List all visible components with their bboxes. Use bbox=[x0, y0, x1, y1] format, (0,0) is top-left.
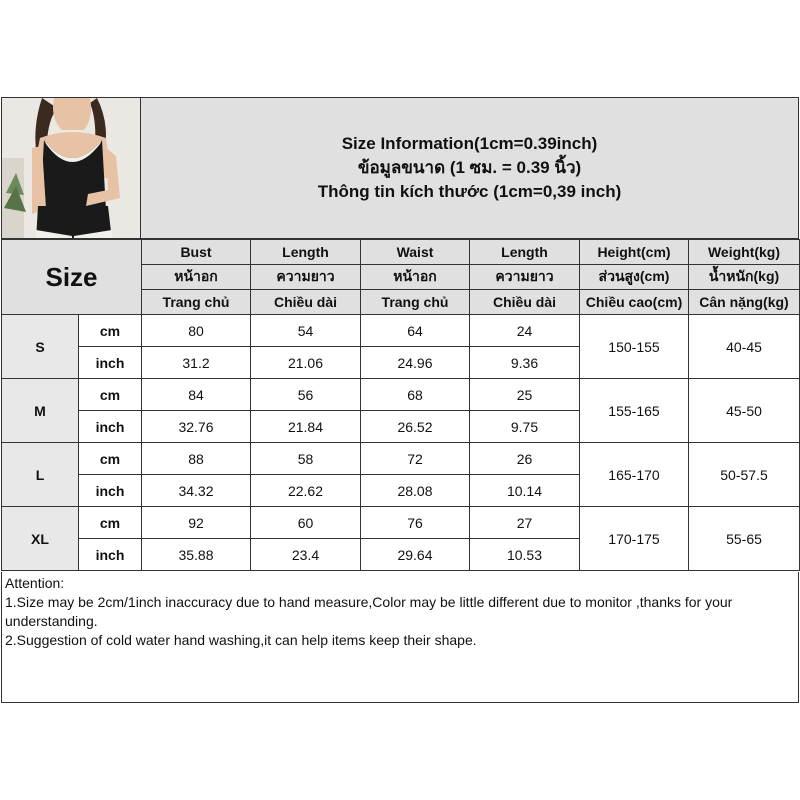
attention-heading: Attention: bbox=[5, 575, 65, 591]
size-name: M bbox=[2, 379, 79, 443]
attention-notes bbox=[1, 572, 799, 703]
col-length-en: Length bbox=[251, 240, 361, 265]
col-weight-th: น้ำหนัก(kg) bbox=[689, 265, 800, 290]
cell-height: 155-165 bbox=[580, 379, 689, 443]
cell-weight: 55-65 bbox=[689, 507, 800, 571]
cell-length-inch: 21.84 bbox=[251, 411, 361, 443]
col-length-th: ความยาว bbox=[251, 265, 361, 290]
unit-label: inch bbox=[79, 475, 142, 507]
table-row bbox=[2, 443, 800, 475]
cell-height: 150-155 bbox=[580, 315, 689, 379]
header-row-english bbox=[2, 240, 800, 265]
title-thai: ข้อมูลขนาด (1 ซม. = 0.39 นิ้ว) bbox=[357, 158, 582, 177]
cell-waist-cm: 76 bbox=[361, 507, 470, 539]
cell-bust-inch: 31.2 bbox=[142, 347, 251, 379]
col-length2-vi: Chiều dài bbox=[470, 290, 580, 315]
cell-bust-inch: 35.88 bbox=[142, 539, 251, 571]
cell-length-cm: 56 bbox=[251, 379, 361, 411]
col-bust-en: Bust bbox=[142, 240, 251, 265]
model-figure bbox=[2, 98, 141, 239]
unit-label: inch bbox=[79, 347, 142, 379]
cell-length-inch: 23.4 bbox=[251, 539, 361, 571]
cell-height: 170-175 bbox=[580, 507, 689, 571]
cell-bust-cm: 92 bbox=[142, 507, 251, 539]
col-weight-en: Weight(kg) bbox=[689, 240, 800, 265]
cell-height: 165-170 bbox=[580, 443, 689, 507]
cell-waist-cm: 72 bbox=[361, 443, 470, 475]
cell-waist-cm: 64 bbox=[361, 315, 470, 347]
cell-weight: 50-57.5 bbox=[689, 443, 800, 507]
cell-length-cm: 54 bbox=[251, 315, 361, 347]
unit-label: cm bbox=[79, 379, 142, 411]
cell-length2-cm: 27 bbox=[470, 507, 580, 539]
attention-note-1: 1.Size may be 2cm/1inch inaccuracy due to hand measure,Color may be little different due to monitor ,thanks for your understanding. bbox=[5, 594, 733, 629]
col-waist-vi: Trang chủ bbox=[361, 290, 470, 315]
col-bust-th: หน้าอก bbox=[142, 265, 251, 290]
size-heading: Size bbox=[2, 240, 142, 315]
cell-length2-inch: 9.75 bbox=[470, 411, 580, 443]
unit-label: cm bbox=[79, 443, 142, 475]
attention-note-2: 2.Suggestion of cold water hand washing,it can help items keep their shape. bbox=[5, 632, 477, 648]
cell-bust-inch: 32.76 bbox=[142, 411, 251, 443]
cell-waist-inch: 24.96 bbox=[361, 347, 470, 379]
cell-length2-inch: 10.14 bbox=[470, 475, 580, 507]
unit-label: cm bbox=[79, 315, 142, 347]
col-waist-en: Waist bbox=[361, 240, 470, 265]
table-row bbox=[2, 315, 800, 347]
cell-waist-inch: 26.52 bbox=[361, 411, 470, 443]
col-height-vi: Chiều cao(cm) bbox=[580, 290, 689, 315]
cell-length-inch: 21.06 bbox=[251, 347, 361, 379]
cell-bust-cm: 88 bbox=[142, 443, 251, 475]
cell-bust-cm: 80 bbox=[142, 315, 251, 347]
col-length2-en: Length bbox=[470, 240, 580, 265]
size-name: XL bbox=[2, 507, 79, 571]
cell-waist-inch: 28.08 bbox=[361, 475, 470, 507]
col-height-th: ส่วนสูง(cm) bbox=[580, 265, 689, 290]
unit-label: inch bbox=[79, 539, 142, 571]
unit-label: inch bbox=[79, 411, 142, 443]
cell-waist-inch: 29.64 bbox=[361, 539, 470, 571]
cell-length2-inch: 10.53 bbox=[470, 539, 580, 571]
product-photo bbox=[1, 97, 141, 239]
col-bust-vi: Trang chủ bbox=[142, 290, 251, 315]
cell-length-cm: 60 bbox=[251, 507, 361, 539]
col-waist-th: หน้าอก bbox=[361, 265, 470, 290]
cell-weight: 45-50 bbox=[689, 379, 800, 443]
cell-weight: 40-45 bbox=[689, 315, 800, 379]
cell-length2-cm: 25 bbox=[470, 379, 580, 411]
cell-waist-cm: 68 bbox=[361, 379, 470, 411]
cell-length2-cm: 26 bbox=[470, 443, 580, 475]
cell-length-cm: 58 bbox=[251, 443, 361, 475]
title-english: Size Information(1cm=0.39inch) bbox=[341, 134, 598, 153]
cell-bust-inch: 34.32 bbox=[142, 475, 251, 507]
unit-label: cm bbox=[79, 507, 142, 539]
col-length2-th: ความยาว bbox=[470, 265, 580, 290]
size-name: S bbox=[2, 315, 79, 379]
col-length-vi: Chiều dài bbox=[251, 290, 361, 315]
table-row bbox=[2, 507, 800, 539]
cell-length2-cm: 24 bbox=[470, 315, 580, 347]
cell-length2-inch: 9.36 bbox=[470, 347, 580, 379]
cell-length-inch: 22.62 bbox=[251, 475, 361, 507]
size-name: L bbox=[2, 443, 79, 507]
table-row bbox=[2, 379, 800, 411]
cell-bust-cm: 84 bbox=[142, 379, 251, 411]
size-chart-table bbox=[1, 239, 800, 571]
col-height-en: Height(cm) bbox=[580, 240, 689, 265]
col-weight-vi: Cân nặng(kg) bbox=[689, 290, 800, 315]
title-vietnamese: Thông tin kích thước (1cm=0,39 inch) bbox=[317, 182, 622, 201]
title-banner bbox=[141, 97, 799, 239]
